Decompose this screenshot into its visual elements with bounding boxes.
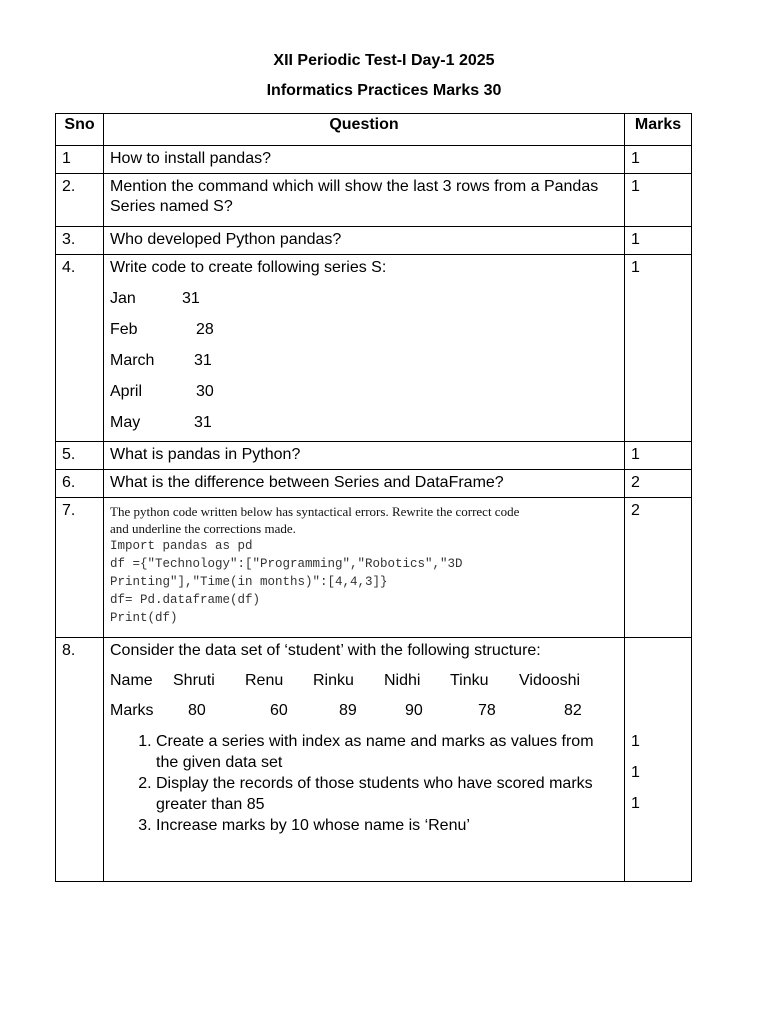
sub-mark: 1 [631, 733, 640, 750]
series-line [110, 413, 618, 433]
sno-cell: 2. [56, 174, 104, 227]
sno-cell: 4. [56, 255, 104, 442]
student-marks: 90 [405, 702, 423, 719]
question-cell: What is the difference between Series and DataFrame? [104, 470, 625, 498]
code-intro-line: The python code written below has syntactical errors. Rewrite the correct code [110, 504, 520, 519]
series-key: March [110, 352, 155, 369]
marks-cell: 1 [625, 146, 692, 174]
question-cell: How to install pandas? [104, 146, 625, 174]
subquestion-item: 1. Create a series with index as name and marks as values from the given data set [156, 731, 618, 773]
subquestion-list [110, 731, 618, 836]
student-name: Vidooshi [519, 672, 581, 689]
subquestion-item: 2. Display the records of those students who have scored marks greater than 85 [156, 773, 618, 815]
series-value: 31 [194, 352, 212, 369]
marks-cell: 1 [625, 227, 692, 255]
series-value: 31 [194, 414, 212, 431]
code-line: df= Pd.dataframe(df) [110, 593, 261, 607]
table-row [56, 638, 692, 882]
marks-cell [625, 638, 692, 882]
marks-row [110, 701, 618, 721]
table-row [56, 498, 692, 638]
sub-marks-list [631, 732, 685, 825]
student-name: Tinku [450, 672, 489, 689]
question-cell [104, 255, 625, 442]
series-key: April [110, 383, 143, 400]
series-key: Jan [110, 290, 136, 307]
student-name: Rinku [313, 672, 354, 689]
header-marks: Marks [625, 114, 692, 146]
sub-mark: 1 [631, 795, 640, 812]
table-header-row [56, 114, 692, 146]
names-row [110, 671, 618, 691]
question-cell: Who developed Python pandas? [104, 227, 625, 255]
marks-cell: 2 [625, 498, 692, 638]
code-line: Printing"],"Time(in months)":[4,4,3]} [110, 575, 388, 589]
student-name: Renu [245, 672, 284, 689]
student-marks: 78 [478, 702, 496, 719]
table-row [56, 255, 692, 442]
series-key: Feb [110, 321, 138, 338]
sub-mark: 1 [631, 764, 640, 781]
student-marks: 60 [270, 702, 288, 719]
student-name: Shruti [173, 672, 215, 689]
student-marks: 89 [339, 702, 357, 719]
subquestion-item: 3. Increase marks by 10 whose name is ‘Renu’ [156, 815, 618, 836]
marks-cell: 1 [625, 442, 692, 470]
table-row [56, 227, 692, 255]
table-row [56, 470, 692, 498]
marks-cell: 1 [625, 174, 692, 227]
question-text: Consider the data set of ‘student’ with the following structure: [110, 642, 541, 659]
code-line: Print(df) [110, 611, 178, 625]
student-name: Nidhi [384, 672, 421, 689]
series-line [110, 289, 618, 309]
sno-cell: 5. [56, 442, 104, 470]
sno-cell: 1 [56, 146, 104, 174]
question-cell [104, 498, 625, 638]
sno-cell: 8. [56, 638, 104, 882]
series-key: May [110, 414, 141, 431]
header-question: Question [104, 114, 625, 146]
series-value: 30 [196, 383, 214, 400]
marks-cell: 1 [625, 255, 692, 442]
header-sno: Sno [56, 114, 104, 146]
table-row [56, 174, 692, 227]
test-title: XII Periodic Test-I Day-1 2025 [273, 52, 495, 69]
code-line: df ={"Technology":["Programming","Robotics","3D [110, 557, 463, 571]
series-line [110, 382, 618, 402]
question-text: Write code to create following series S: [110, 259, 387, 276]
question-table [55, 113, 692, 882]
sno-cell: 6. [56, 470, 104, 498]
sno-cell: 7. [56, 498, 104, 638]
question-cell: Mention the command which will show the last 3 rows from a Pandas Series named S? [104, 174, 625, 227]
series-value: 28 [196, 321, 214, 338]
test-subtitle: Informatics Practices Marks 30 [266, 82, 502, 99]
table-row [56, 442, 692, 470]
question-cell: What is pandas in Python? [104, 442, 625, 470]
code-line: Import pandas as pd [110, 539, 253, 553]
student-marks: 82 [564, 702, 582, 719]
marks-label: Marks [110, 702, 154, 719]
question-cell [104, 638, 625, 882]
series-line [110, 351, 618, 371]
series-line [110, 320, 618, 340]
marks-cell: 2 [625, 470, 692, 498]
sno-cell: 3. [56, 227, 104, 255]
table-row [56, 146, 692, 174]
student-marks: 80 [188, 702, 206, 719]
series-value: 31 [182, 290, 200, 307]
names-label: Name [110, 672, 153, 689]
code-intro-line: and underline the corrections made. [110, 521, 296, 536]
